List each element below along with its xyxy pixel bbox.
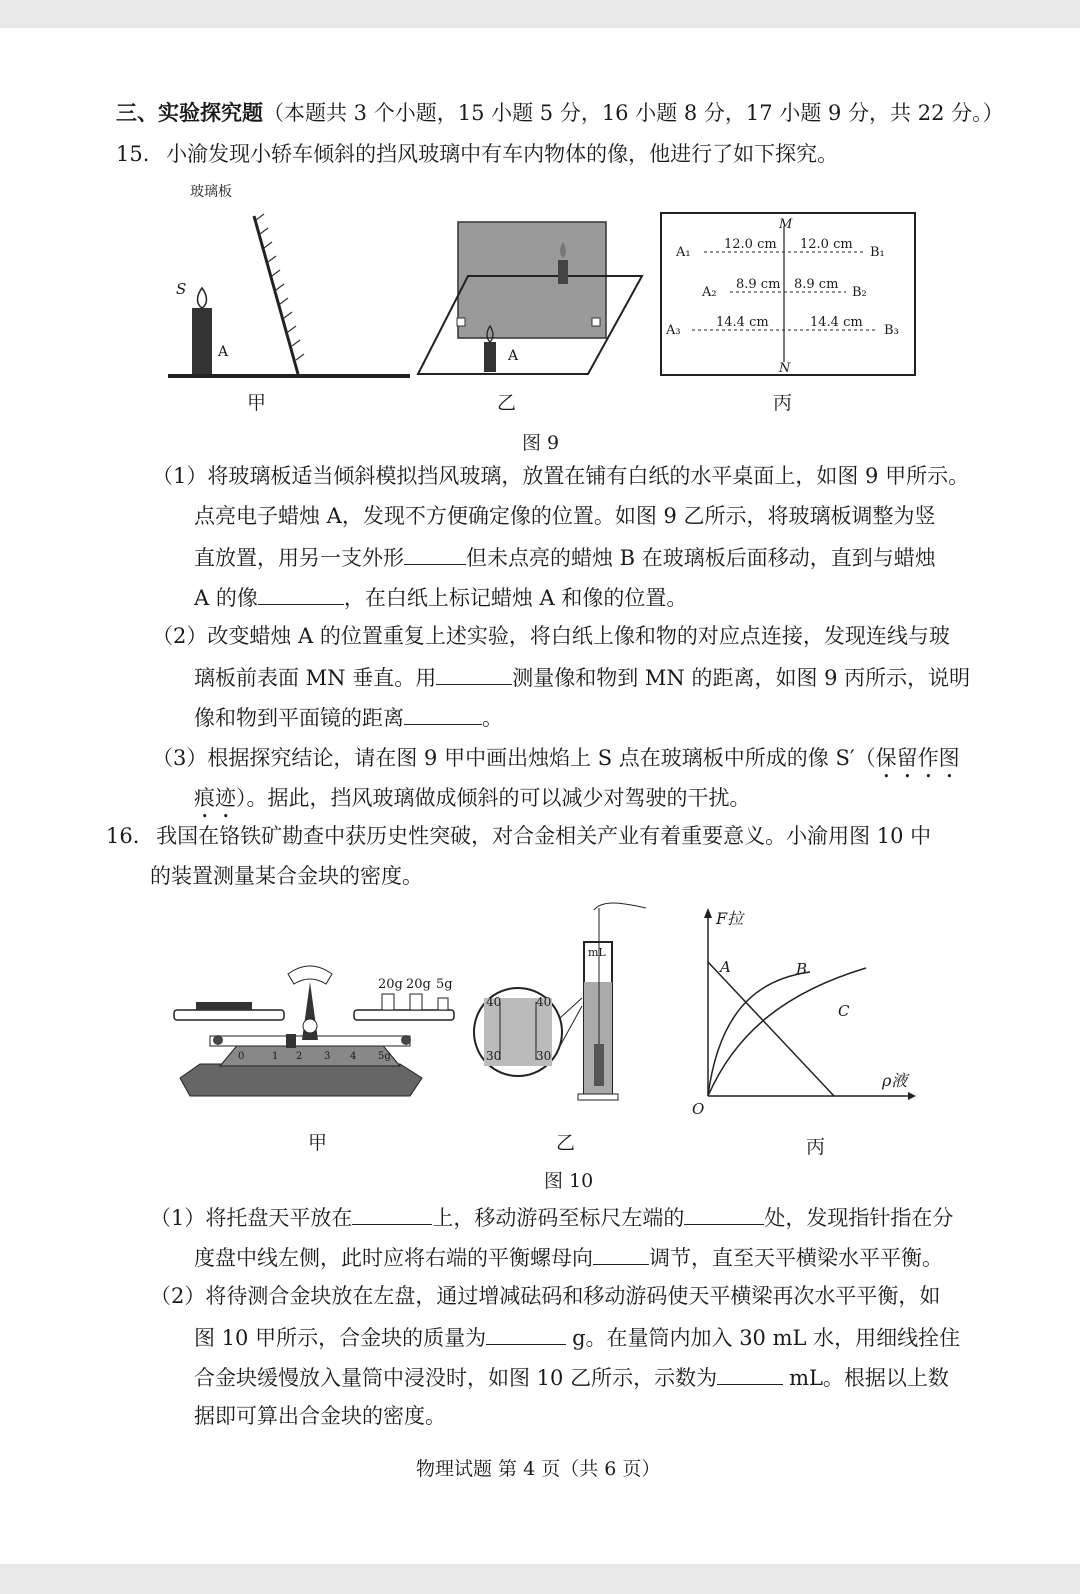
answer-blank-surface[interactable] [352,1206,432,1225]
mag-40-left: 40 [486,995,502,1009]
curve-c [708,972,810,1096]
q15-p1-line3 [194,546,936,569]
y-axis-arrow [704,908,712,918]
right-pan [354,1010,454,1020]
answer-blank-volume[interactable] [717,1366,783,1385]
point-s-label: S [176,280,187,298]
fig10-yi-caption: 乙 [556,1132,576,1154]
q15-p2-line3 [194,706,503,729]
answer-blank-mass[interactable] [486,1326,566,1345]
q16-stem-line2: 的装置测量某合金块的密度。 [150,864,423,888]
glass-hatch [256,214,304,360]
q15-p1-line1: （1）将玻璃板适当倾斜模拟挡风玻璃，放置在铺有白纸的水平桌面上，如图 9 甲所示。 [152,464,970,488]
candle-a-front [484,342,496,372]
q15-stem [116,144,838,165]
row-1-left: 12.0 cm [724,237,777,252]
glass-stand-right [592,318,600,326]
scale-5g: 5g [378,1051,391,1062]
fig9-jia-caption: 甲 [247,392,267,414]
rider [286,1034,296,1048]
exam-page [0,28,1080,1564]
x-axis-arrow [908,1092,916,1100]
q16-p1-line2b: 调节，直至天平横梁水平平衡。 [649,1246,943,1270]
fig10-bing-caption: 丙 [806,1136,826,1158]
fig9-jia [160,176,420,396]
glass-plate-label: 玻璃板 [190,184,232,200]
left-balance-nut [213,1035,223,1045]
row-1 [675,237,885,260]
alloy-in-water [594,1044,604,1086]
a3-label: A₃ [666,323,681,338]
q15-p2-line3a: 像和物到平面镜的距离 [194,706,404,730]
answer-blank-zero-mark[interactable] [684,1206,764,1225]
q16-p2-line3a: 合金块缓慢放入量筒中浸没时，如图 10 乙所示，示数为 [194,1366,718,1390]
q15-p1-line4 [194,586,687,609]
weight-block-2 [410,994,422,1010]
row-3-left: 14.4 cm [716,315,769,330]
weight-block-3 [438,998,448,1010]
q16-p2-line1: （2）将待测合金块放在左盘，通过增减砝码和移动游码使天平横梁再次水平平衡，如 [150,1284,941,1308]
callout-line-1 [560,998,582,1018]
fig9-yi-caption: 乙 [497,392,517,414]
scale-1: 1 [272,1051,279,1062]
q16-p1-line2 [194,1246,943,1269]
q16-p1-line2a: 度盘中线左侧，此时应将右端的平衡螺母向 [194,1246,593,1270]
q15-p3-line1 [152,746,960,783]
q16-p1-line1c: 处，发现指针指在分 [764,1206,954,1230]
mag-30-left: 30 [486,1049,502,1063]
candle-a-label: A [218,344,229,360]
yi-candle-a-label: A [508,348,519,364]
fig10-yi-cylinder [470,898,660,1108]
curve-b-label: B [796,960,808,978]
hand-sketch [594,903,646,910]
section-title: 三、实验探究题 [116,100,263,125]
fig9-bing-drawing [660,212,916,376]
q15-p1-line2: 点亮电子蜡烛 A，发现不方便确定像的位置。如图 9 乙所示，将玻璃板调整为竖 [194,504,936,528]
cylinder-unit: mL [588,946,606,959]
candle-a [192,308,212,374]
right-balance-nut [401,1035,411,1045]
q15-stem-text: 小渝发现小轿车倾斜的挡风玻璃中有车内物体的像，他进行了如下探究。 [166,142,839,166]
q15-p2-line2a: 璃板前表面 MN 垂直。用 [194,666,437,690]
q16-p1-line1b: 上，移动游码至标尺左端的 [432,1206,685,1230]
section-header [116,102,1004,124]
weight-20g-1: 20g [378,977,403,992]
section-note: （本题共 3 个小题，15 小题 5 分，16 小题 8 分，17 小题 9 分，共 22 分。） [263,101,1004,125]
row-2-right: 8.9 cm [794,277,839,292]
weight-5g: 5g [436,977,453,992]
q16-p2-line2b: g。在量筒内加入 30 mL 水，用细线拴住 [572,1326,961,1350]
q15-p1-line3a: 直放置，用另一支外形 [194,546,404,570]
q15-p1-line4a: A 的像 [194,586,258,610]
q16-p2-line3b: mL。根据以上数 [789,1366,949,1390]
q16-number: 16. [106,824,140,848]
row-1-right: 12.0 cm [800,237,853,252]
m-label: M [779,217,793,232]
fig10-jia-caption: 甲 [308,1132,328,1154]
answer-blank-distance[interactable] [404,706,482,725]
q15-p2-line1: （2）改变蜡烛 A 的位置重复上述实验，将白纸上像和物的对应点连接，发现连线与玻 [152,624,950,648]
q15-p3-line2 [194,786,751,823]
scale-3: 3 [324,1051,331,1062]
vertical-glass [458,222,606,338]
inclined-glass [254,216,298,374]
origin-label: O [692,1100,705,1118]
fig10-jia-balance [160,946,460,1116]
q15-p2-line3b: 。 [482,706,503,730]
row-3 [665,315,899,338]
mag-30-right: 30 [536,1049,552,1063]
answer-blank-direction[interactable] [593,1246,649,1265]
fig10-title: 图 10 [544,1170,594,1192]
fig10-bing-graph [686,902,918,1118]
dial [288,966,332,984]
q15-p2-line2b: 测量像和物到 MN 的距离，如图 9 丙所示，说明 [512,666,971,690]
q15-p3-line2b: 。据此，挡风玻璃做成倾斜的可以减少对驾驶的干扰。 [246,786,751,810]
scale-4: 4 [350,1051,357,1062]
q16-p1-line1a: （1）将托盘天平放在 [150,1206,353,1230]
y-axis-label: F拉 [716,909,744,928]
q15-p3-line1b: （保留作图 [854,746,960,770]
b2-label: B₂ [852,285,867,300]
q15-p2-line2 [194,666,970,689]
a2-label: A₂ [702,285,717,300]
b3-label: B₃ [884,323,899,338]
answer-blank-overlap[interactable] [258,586,344,605]
scale-0: 0 [238,1051,245,1062]
balance-base [180,1064,422,1096]
q15-p3-line1a: （3）根据探究结论，请在图 9 甲中画出烛焰上 S 点在玻璃板中所成的像 S′ [152,746,855,770]
q16-p1-line1 [150,1206,953,1229]
glass-stand-left [457,318,465,326]
cylinder-base [578,1094,618,1100]
q16-stem-line1 [106,826,931,847]
q16-p2-line3 [194,1366,949,1389]
row-3-right: 14.4 cm [810,315,863,330]
fig9-title: 图 9 [522,432,560,454]
page-footer: 物理试题 第 4 页（共 6 页） [416,1458,661,1480]
curve-c-label: C [838,1002,850,1020]
b1-label: B₁ [870,245,885,260]
answer-blank-tool[interactable] [436,666,512,685]
beam-pivot [303,1019,317,1033]
candle-b [558,260,568,284]
n-label: N [779,361,791,376]
q16-p2-line2 [194,1326,960,1349]
q15-number: 15. [116,142,150,166]
q15-p1-line3b: 但未点亮的蜡烛 B 在玻璃板后面移动，直到与蜡烛 [466,546,936,570]
weight-block-1 [382,994,394,1010]
row-2-left: 8.9 cm [736,277,781,292]
candle-flame [198,288,207,308]
a1-label: A₁ [676,245,691,260]
fig9-bing-caption: 丙 [773,392,793,414]
left-pan [174,1010,284,1020]
callout-line-2 [560,1006,582,1046]
q16-p2-line2a: 图 10 甲所示，合金块的质量为 [194,1326,487,1350]
fig9-yi [410,214,650,384]
weight-20g-2: 20g [406,977,431,992]
answer-blank-shape[interactable] [404,546,466,565]
x-axis-label: ρ液 [882,1071,908,1090]
curve-a-label: A [720,958,731,976]
scale-2: 2 [296,1051,303,1062]
alloy-block [196,1002,252,1010]
q15-p3-line2a: 痕迹） [194,786,247,810]
mag-40-right: 40 [536,995,552,1009]
q16-stem1: 我国在铬铁矿勘查中获历史性突破，对合金相关产业有着重要意义。小渝用图 10 中 [156,824,932,848]
q16-p2-line4: 据即可算出合金块的密度。 [194,1404,446,1428]
q15-p1-line4b: ，在白纸上标记蜡烛 A 和像的位置。 [343,586,688,610]
